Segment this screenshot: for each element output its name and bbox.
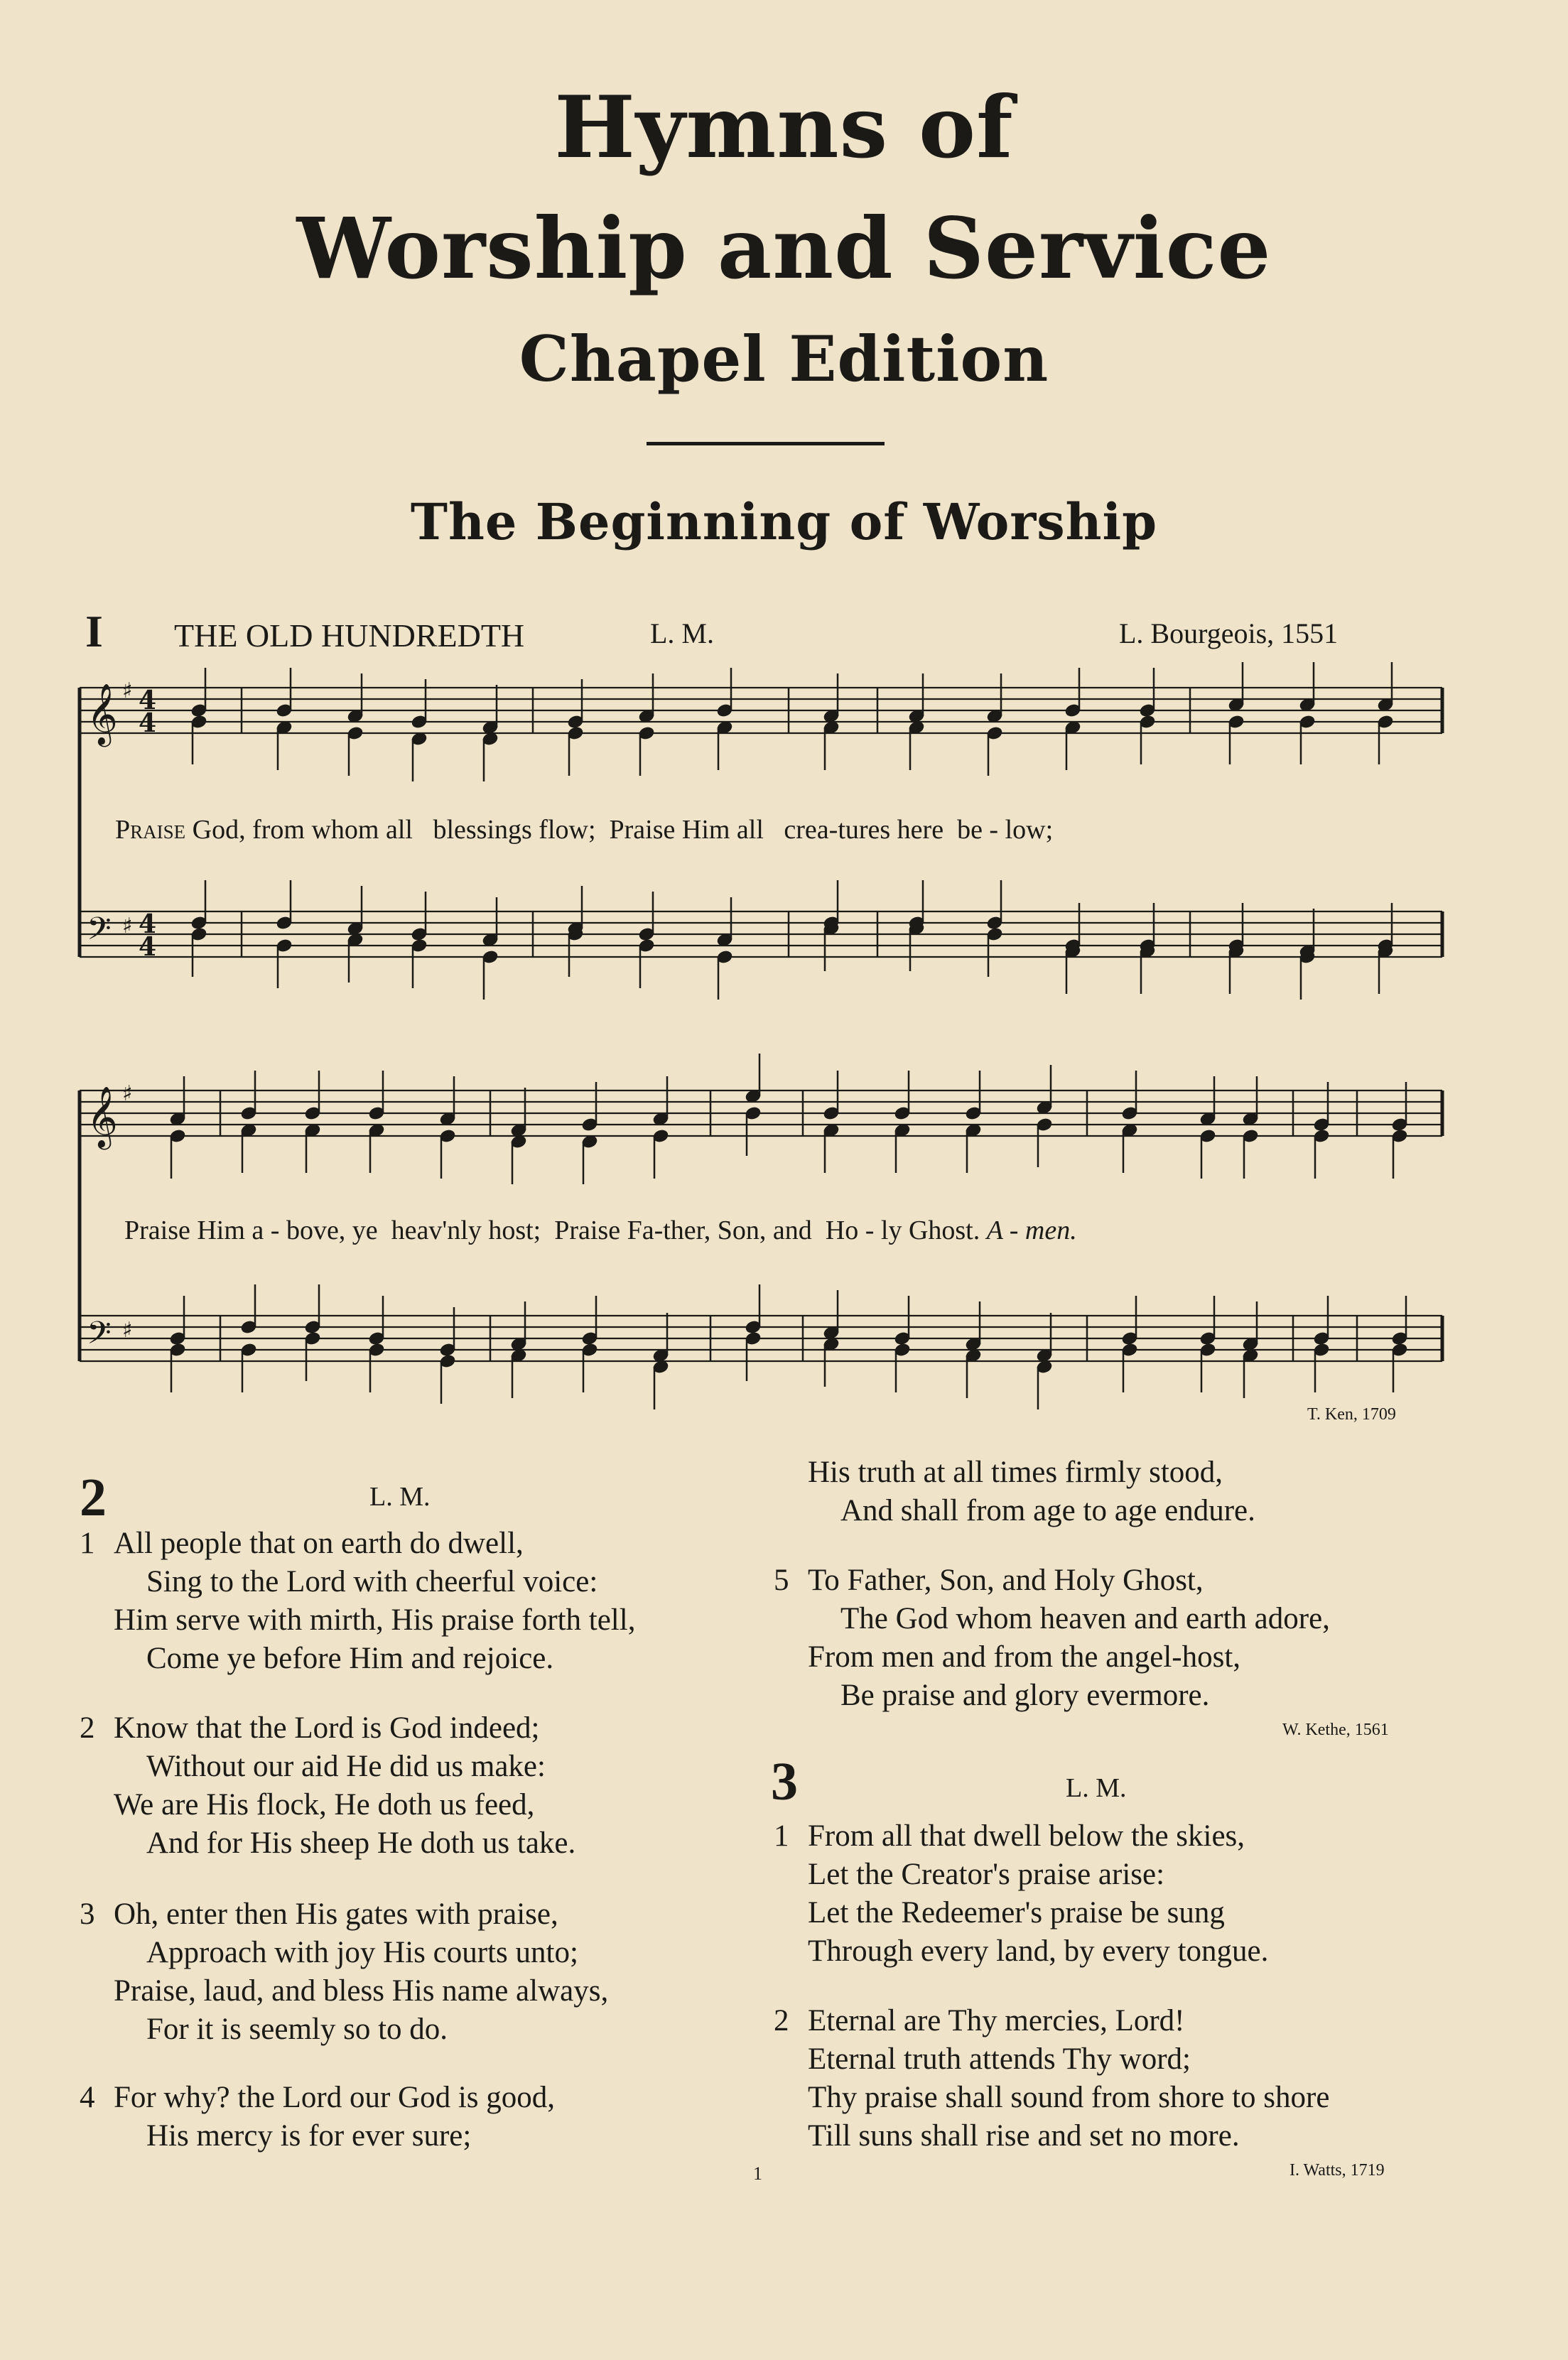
verse-line: Let the Creator's praise arise: <box>808 1858 1165 1891</box>
bass-clef-icon: 𝄢 <box>87 1314 112 1359</box>
hymn3-verse-2 <box>774 2002 1330 2155</box>
time-signature-bottom: 4 <box>139 708 157 738</box>
verse-line: Him serve with mirth, His praise forth tell, <box>114 1603 636 1637</box>
hymn2-verse-4a <box>80 2079 556 2155</box>
edition-title: Chapel Edition <box>519 322 1049 396</box>
verse-line: Through every land, by every tongue. <box>808 1934 1269 1968</box>
hymn2-verse-4b <box>808 1454 1255 1530</box>
key-signature-sharp: ♯ <box>122 678 133 703</box>
section-heading: The Beginning of Worship <box>410 492 1158 551</box>
verse-number: 5 <box>774 1564 789 1597</box>
verse-line: Approach with joy His courts unto; <box>146 1936 578 1969</box>
hymn2-verse-2 <box>80 1709 576 1863</box>
verse-line: From men and from the angel-host, <box>808 1640 1241 1674</box>
verse-line: Praise, laud, and bless His name always, <box>114 1974 609 2008</box>
verse-line: We are His flock, He doth us feed, <box>114 1788 535 1822</box>
hymn1-tune-name: THE OLD HUNDREDTH <box>174 617 525 654</box>
verse-number: 1 <box>774 1819 789 1853</box>
verse-line: And for His sheep He doth us take. <box>146 1826 576 1860</box>
time-signature-bottom: 4 <box>139 932 157 962</box>
verse-line: From all that dwell below the skies, <box>808 1819 1245 1853</box>
book-title-line2: Worship and Service <box>296 199 1272 298</box>
hymn2-verse-5 <box>774 1561 1330 1715</box>
verse-line: And shall from age to age endure. <box>840 1494 1255 1527</box>
lyric-first-word: Praise <box>115 815 186 845</box>
time-signature-top: 4 <box>139 909 157 939</box>
time-signature-top: 4 <box>139 686 157 715</box>
hymn3-meter: L. M. <box>1066 1773 1127 1803</box>
hymn2-meter: L. M. <box>369 1482 431 1512</box>
verse-line: Thy praise shall sound from shore to shore <box>808 2081 1330 2114</box>
hymn2-verse-1 <box>80 1525 636 1678</box>
verse-number: 2 <box>774 2004 789 2037</box>
key-signature-sharp: ♯ <box>122 1318 133 1343</box>
bass-clef-icon: 𝄢 <box>87 910 112 955</box>
verse-line: Be praise and glory evermore. <box>840 1679 1210 1712</box>
verse-line: To Father, Son, and Holy Ghost, <box>808 1564 1204 1597</box>
verse-line: Eternal truth attends Thy word; <box>808 2042 1191 2076</box>
lyric-line2-text: Praise Him a - bove, ye heav'nly host; Praise Fa-ther, Son, and Ho - ly Ghost. <box>124 1216 980 1245</box>
verse-line: Let the Redeemer's praise be sung <box>808 1896 1225 1929</box>
book-title-line1: Hymns of <box>554 77 1014 178</box>
verse-number: 1 <box>80 1527 95 1560</box>
verse-line: Oh, enter then His gates with praise, <box>114 1898 558 1931</box>
treble-clef-icon: 𝄞 <box>87 1086 118 1147</box>
hymn3-author: I. Watts, 1719 <box>1289 2161 1385 2180</box>
hymn2-author: W. Kethe, 1561 <box>1282 1721 1389 1739</box>
hymn1-lyric-line2 <box>124 1215 1077 1246</box>
amen-text: A - men. <box>986 1216 1077 1245</box>
verse-line: For it is seemly so to do. <box>146 2013 448 2046</box>
treble-clef-icon: 𝄞 <box>87 683 118 745</box>
verse-number: 4 <box>80 2081 95 2114</box>
verse-number: 2 <box>80 1711 95 1745</box>
verse-line: All people that on earth do dwell, <box>114 1527 524 1560</box>
hymn3-number: 3 <box>771 1752 798 1812</box>
hymn1-composer: L. Bourgeois, 1551 <box>1119 617 1339 649</box>
key-signature-sharp: ♯ <box>122 914 133 938</box>
verse-number: 3 <box>80 1898 95 1931</box>
hymn2-number: 2 <box>80 1468 107 1527</box>
verse-line: Know that the Lord is God indeed; <box>114 1711 540 1745</box>
verse-line: Till suns shall rise and set no more. <box>808 2119 1240 2153</box>
hymn2-verse-3 <box>80 1895 609 2049</box>
verse-line: For why? the Lord our God is good, <box>114 2081 556 2114</box>
page-number: 1 <box>753 2163 762 2184</box>
verse-line: His mercy is for ever sure; <box>146 2119 472 2153</box>
verse-line: The God whom heaven and earth adore, <box>840 1602 1330 1635</box>
verse-line: Eternal are Thy mercies, Lord! <box>808 2004 1185 2037</box>
hymn1-lyric-line1 <box>115 814 1053 845</box>
verse-line: His truth at all times firmly stood, <box>808 1456 1223 1489</box>
hymn1-meter: L. M. <box>650 617 714 649</box>
verse-line: Sing to the Lord with cheerful voice: <box>146 1565 598 1598</box>
hymn3-verse-1 <box>774 1817 1269 1971</box>
hymn1-number: I <box>85 606 103 656</box>
verse-line: Without our aid He did us make: <box>146 1750 546 1783</box>
lyric-line1-text: God, from whom all blessings flow; Praise Him all crea-tures here be - low; <box>192 815 1054 845</box>
verse-line: Come ye before Him and rejoice. <box>146 1642 554 1675</box>
key-signature-sharp: ♯ <box>122 1081 133 1106</box>
hymn1-author: T. Ken, 1709 <box>1307 1405 1396 1424</box>
